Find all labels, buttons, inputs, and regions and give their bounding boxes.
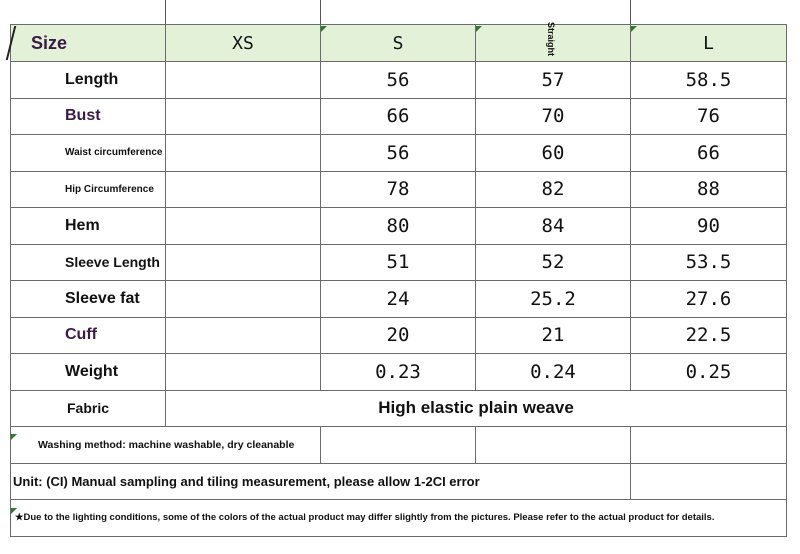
cell-cuff-l: 22.5 [631, 317, 787, 354]
table-row [11, 98, 787, 135]
cell-hip-xs [166, 171, 321, 208]
cell-waist-l: 66 [631, 135, 787, 172]
cell-weight-xs [166, 354, 321, 391]
cell-sleeve-length-xs [166, 244, 321, 281]
cell-weight-l: 0.25 [631, 354, 787, 391]
table-row [11, 354, 787, 391]
size-xs: XS [166, 25, 321, 62]
row-label-waist: Waist circumference [11, 135, 166, 172]
corner-marker [11, 508, 17, 514]
corner-marker [321, 26, 327, 32]
cell-hip-l: 88 [631, 171, 787, 208]
empty-cell [631, 463, 787, 500]
fabric-label: Fabric [11, 390, 166, 427]
cell-hip-m: 82 [476, 171, 631, 208]
cell-hem-s: 80 [321, 208, 476, 245]
row-label-cuff: Cuff [11, 317, 166, 354]
cell-sleeve-length-s: 51 [321, 244, 476, 281]
row-label-weight: Weight [11, 354, 166, 391]
cell-bust-l: 76 [631, 98, 787, 135]
cell-waist-s: 56 [321, 135, 476, 172]
unit-note: Unit: (CI) Manual sampling and tiling measurement, please allow 1-2CI error [11, 463, 631, 500]
row-label-bust: Bust [11, 98, 166, 135]
table-row [11, 317, 787, 354]
table-row [11, 281, 787, 318]
cell-weight-m: 0.24 [476, 354, 631, 391]
cell-sleeve-fat-l: 27.6 [631, 281, 787, 318]
top-divider [165, 0, 166, 24]
disclaimer-row [11, 500, 787, 537]
cell-length-m: 57 [476, 62, 631, 99]
unit-row [11, 463, 787, 500]
cell-sleeve-fat-m: 25.2 [476, 281, 631, 318]
cell-sleeve-fat-s: 24 [321, 281, 476, 318]
cell-sleeve-length-l: 53.5 [631, 244, 787, 281]
size-s: S [321, 25, 476, 62]
cell-bust-xs [166, 98, 321, 135]
fabric-row [11, 390, 787, 427]
table-row [11, 208, 787, 245]
cell-hem-l: 90 [631, 208, 787, 245]
table-row [11, 62, 787, 99]
table-row [11, 135, 787, 172]
empty-cell [631, 427, 787, 464]
size-chart-table [10, 24, 787, 537]
cell-sleeve-fat-xs [166, 281, 321, 318]
fabric-value: High elastic plain weave [166, 390, 787, 427]
cell-length-s: 56 [321, 62, 476, 99]
cell-sleeve-length-m: 52 [476, 244, 631, 281]
cell-cuff-xs [166, 317, 321, 354]
straight-tag: Straight [546, 22, 556, 57]
size-header-label: Size [11, 25, 166, 62]
cell-waist-m: 60 [476, 135, 631, 172]
row-label-hip: Hip Circumference [11, 171, 166, 208]
empty-cell [321, 427, 476, 464]
table-row [11, 171, 787, 208]
cell-length-l: 58.5 [631, 62, 787, 99]
corner-marker [631, 26, 637, 32]
cell-cuff-s: 20 [321, 317, 476, 354]
washing-method: Washing method: machine washable, dry cleanable [11, 427, 321, 464]
size-l: L [631, 25, 787, 62]
disclaimer-note: ★Due to the lighting conditions, some of the colors of the actual product may differ slightly from the pictures. Please refer to the actual product for details. [11, 500, 787, 537]
row-label-sleeve-fat: Sleeve fat [11, 281, 166, 318]
empty-cell [476, 427, 631, 464]
corner-marker [476, 26, 482, 32]
top-divider [320, 0, 321, 24]
cell-bust-s: 66 [321, 98, 476, 135]
top-divider [630, 0, 631, 24]
cell-weight-s: 0.23 [321, 354, 476, 391]
header-row [11, 25, 787, 62]
corner-marker [11, 434, 17, 440]
cell-bust-m: 70 [476, 98, 631, 135]
row-label-length: Length [11, 62, 166, 99]
row-label-sleeve-length: Sleeve Length [11, 244, 166, 281]
cell-cuff-m: 21 [476, 317, 631, 354]
row-label-hem: Hem [11, 208, 166, 245]
cell-waist-xs [166, 135, 321, 172]
cell-hem-xs [166, 208, 321, 245]
table-row [11, 244, 787, 281]
cell-hem-m: 84 [476, 208, 631, 245]
washing-row [11, 427, 787, 464]
cell-length-xs [166, 62, 321, 99]
cell-hip-s: 78 [321, 171, 476, 208]
